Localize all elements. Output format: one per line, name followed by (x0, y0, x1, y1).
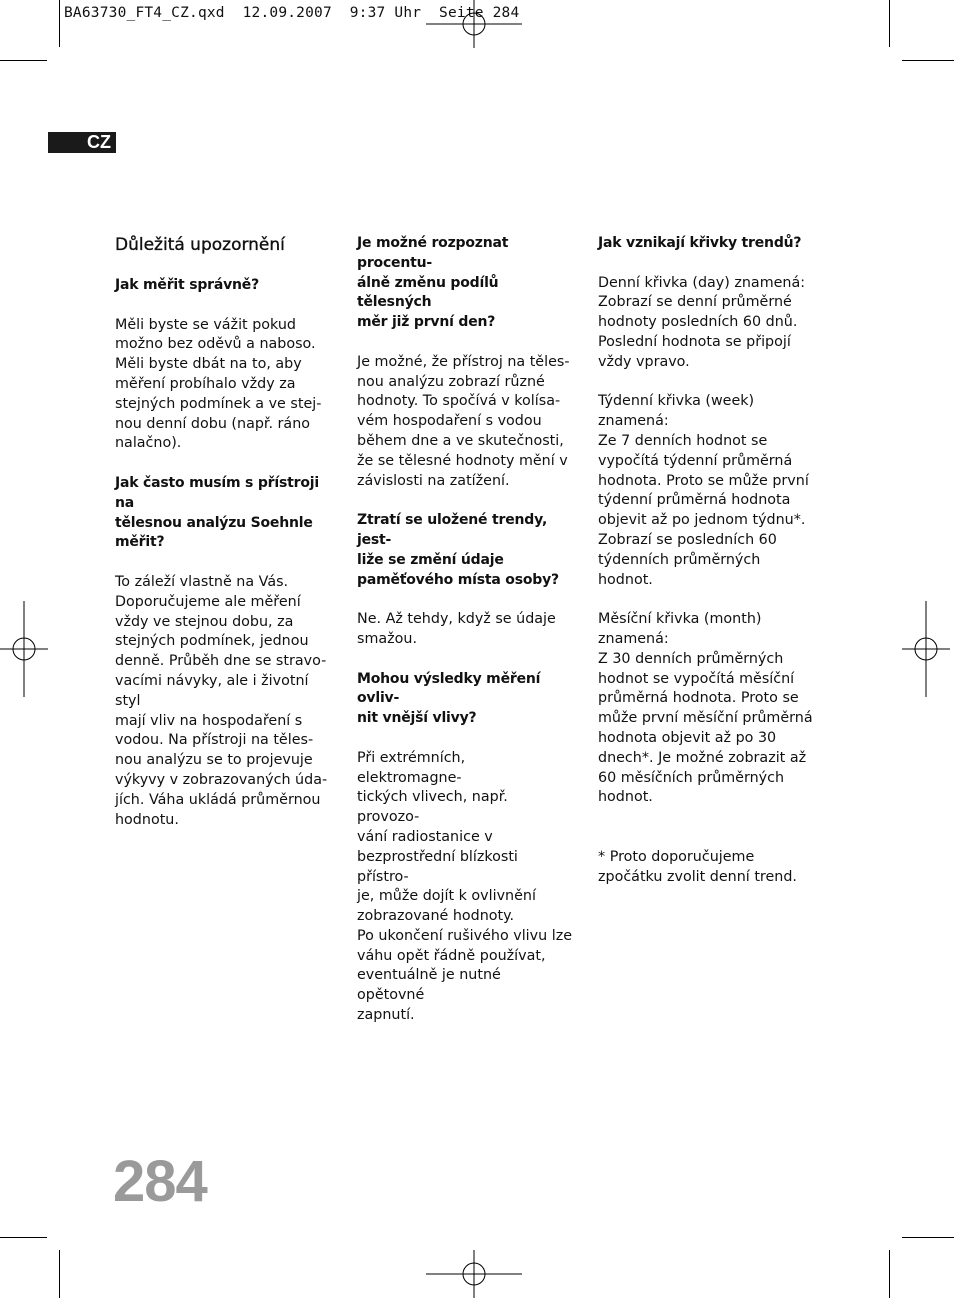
printer-slug: BA63730_FT4_CZ.qxd 12.09.2007 9:37 Uhr Seite 284 (64, 5, 520, 21)
crop-mark-top-right-v (889, 0, 890, 47)
question-heading: Jak vznikají křivky trendů? (598, 235, 802, 251)
crop-mark-bottom-left-h (0, 1237, 47, 1238)
question-heading: Je možné rozpoznat procentu- álně změnu podílů tělesných měr již první den? (357, 235, 509, 331)
registration-mark-left (0, 601, 48, 697)
column-3 (598, 234, 813, 907)
registration-mark-bottom (426, 1250, 522, 1298)
registration-mark-right (902, 601, 950, 697)
column-2 (357, 234, 572, 1046)
answer-paragraph: Ne. Až tehdy, když se údaje smažou. (357, 611, 556, 647)
crop-mark-bottom-left-v (59, 1250, 60, 1298)
page-title: Důležitá upozornění (115, 235, 285, 255)
footnote: * Proto doporučujeme zpočátku zvolit denní trend. (598, 848, 797, 885)
answer-paragraph: Měsíční křivka (month) znamená: Z 30 denních průměrných hodnot se vypočítá měsíční průměrná hodnota. Proto se může první měsíční průměrná hodnota objevit až po 30 dnech*. Je možné zobrazit až 60 měsíčních průměrných hodnot. (598, 611, 813, 806)
answer-paragraph: To záleží vlastně na Vás. Doporučujeme ale měření vždy ve stejnou dobu, za stejných podmínek, jednou denně. Průběh dne se stravo- vacími návyky, ale i životní styl mají vliv na hospodaření s vodou. Na přístroji na těles- nou analýzu se to projevuje výkyvy v zobrazovaných úda- jích. Váha ukládá průměrnou hodnotu. (115, 573, 328, 828)
column-1 (115, 234, 330, 850)
answer-paragraph: Měli byste se vážit pokud možno bez oděvů a naboso. Měli byste dbát na to, aby měření probíhalo vždy za stejných podmínek a ve stej- nou denní dobu (např. ráno nalačno). (115, 316, 322, 452)
crop-mark-top-left-v (59, 0, 60, 47)
crop-mark-top-right-h (902, 60, 954, 61)
answer-paragraph: Denní křivka (day) znamená: Zobrazí se denní průměrné hodnoty posledních 60 dnů. Poslední hodnota se připojí vždy vpravo. (598, 274, 806, 370)
crop-mark-top-left-h (0, 60, 47, 61)
language-tab: CZ (48, 132, 116, 153)
answer-paragraph: Je možné, že přístroj na těles- nou analýzu zobrazí různé hodnoty. To spočívá v kolísa- vém hospodaření s vodou během dne a ve skutečnosti, že se tělesné hodnoty mění v závislosti na zatížení. (357, 353, 570, 489)
answer-paragraph: Při extrémních, elektromagne- tických vlivech, např. provozo- vání radiostanice v bezprostřední blízkosti přístro- je, může dojít k ovlivnění zobrazované hodnoty. Po ukončení rušivého vlivu lze váhu opět řádně používat, eventuálně je nutné opětovné zapnutí. (357, 749, 572, 1024)
question-heading: Mohou výsledky měření ovliv- nit vnější vlivy? (357, 670, 541, 727)
registration-mark-top (426, 0, 522, 48)
question-heading: Jak měřit správně? (115, 277, 260, 293)
question-heading: Jak často musím s přístroji na tělesnou analýzu Soehnle měřit? (115, 474, 319, 551)
question-heading: Ztratí se uložené trendy, jest- liže se změní údaje paměťového místa osoby? (357, 512, 559, 588)
crop-mark-bottom-right-h (902, 1237, 954, 1238)
crop-mark-bottom-right-v (889, 1250, 890, 1298)
page-number: 284 (113, 1149, 207, 1214)
answer-paragraph: Týdenní křivka (week) znamená: Ze 7 denních hodnot se vypočítá týdenní průměrná hodnota. Proto se může první týdenní průměrná hodnota objevit až po jednom týdnu*. Zobrazí se posledních 60 týdenních průměrných hodnot. (598, 393, 809, 588)
